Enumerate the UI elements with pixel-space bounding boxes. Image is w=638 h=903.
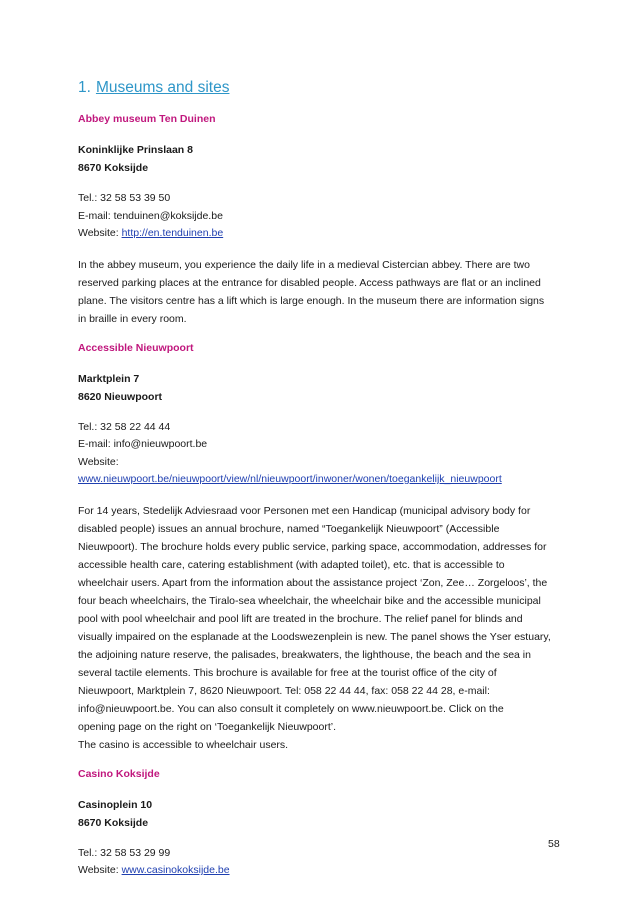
text-line: Nieuwpoort). The brochure holds every public service, parking space, accommodation, addresses for <box>78 540 547 553</box>
text-line: the adjoining nature reserve, the palisades, breakwaters, the lighthouse, the beach and the sea in <box>78 648 531 661</box>
address-line: Marktplein 7 <box>78 372 140 385</box>
text-line: In the abbey museum, you experience the daily life in a medieval Cistercian abbey. There are two <box>78 258 530 271</box>
email-line: E-mail: tenduinen@koksijde.be <box>78 209 223 222</box>
abbey-address <box>78 141 568 177</box>
casino-website-link[interactable]: www.casinokoksijde.be <box>121 864 230 876</box>
address-line: 8670 Koksijde <box>78 816 149 829</box>
text-line: visually impaired on the esplanade at the Loodswezenplein is new. The panel shows the Yser estuary, <box>78 630 551 643</box>
website-label: Website: <box>78 455 119 468</box>
website-label: Website: <box>78 864 122 876</box>
website-label: Website: <box>78 227 122 239</box>
address-line: Casinoplein 10 <box>78 798 153 811</box>
page-content <box>78 78 568 893</box>
text-line: plane. The visitors centre has a lift which is large enough. In the museum there are information signs <box>78 294 545 307</box>
nieuwpoort-address <box>78 370 568 406</box>
nieuwpoort-contact <box>78 419 568 489</box>
nieuwpoort-description <box>78 502 568 754</box>
abbey-description <box>78 256 568 328</box>
tel-line: Tel.: 32 58 22 44 44 <box>78 420 171 433</box>
text-line: opening page on the right on ‘Toegankelijk Nieuwpoort’. <box>78 720 337 733</box>
nieuwpoort-title: Accessible Nieuwpoort <box>78 341 194 354</box>
address-line: 8620 Nieuwpoort <box>78 390 163 403</box>
text-line: four beach wheelchairs, the Tiralo-sea wheelchair, the wheelchair bike and the accessible municipal <box>78 594 541 607</box>
nieuwpoort-website-link[interactable]: www.nieuwpoort.be/nieuwpoort/view/nl/nieuwpoort/inwoner/wonen/toegankelijk_nieuwpoort <box>78 473 502 485</box>
text-line: reserved parking places at the entrance for disabled people. Access pathways are flat or an inclined <box>78 276 541 289</box>
text-line: disabled people) issues an annual brochure, named “Toegankelijk Nieuwpoort” (Accessible <box>78 522 500 535</box>
heading-title: Museums and sites <box>95 79 230 96</box>
text-line: Nieuwpoort, Marktplein 7, 8620 Nieuwpoort. Tel: 058 22 44 44, fax: 058 22 44 28, e-mail: <box>78 684 490 697</box>
text-line: pool with pool wheelchair and pool lift are treated in the brochure. The relief panel for blinds and <box>78 612 523 625</box>
heading-number: 1. <box>78 79 91 96</box>
text-line: in braille in every room. <box>78 312 187 325</box>
text-line: info@nieuwpoort.be. You can also consult it completely on www.nieuwpoort.be. Click on the <box>78 702 504 715</box>
text-line: accessible health care, catering establishment (with adapted toilet), etc. that is accessible to <box>78 558 505 571</box>
casino-address <box>78 796 568 832</box>
address-line: 8670 Koksijde <box>78 162 149 174</box>
text-line: For 14 years, Stedelijk Adviesraad voor Personen met een Handicap (municipal advisory body for <box>78 504 531 517</box>
address-line: Koninklijke Prinslaan 8 <box>78 144 193 156</box>
email-line: E-mail: info@nieuwpoort.be <box>78 438 208 450</box>
tel-line: Tel.: 32 58 53 39 50 <box>78 192 171 204</box>
abbey-title: Abbey museum Ten Duinen <box>78 113 216 125</box>
website-line <box>78 225 568 243</box>
abbey-website-link[interactable]: http://en.tenduinen.be <box>121 227 224 239</box>
text-line: wheelchair users. Apart from the information about the assistance project ‘Zon, Zee… Zorgeloos’, the <box>78 576 548 589</box>
page-number: 58 <box>548 838 560 850</box>
tel-line: Tel.: 32 58 53 29 99 <box>78 846 171 859</box>
casino-title: Casino Koksijde <box>78 767 160 780</box>
section-heading <box>78 78 568 98</box>
website-line <box>78 471 568 489</box>
abbey-contact <box>78 190 568 243</box>
text-line: The casino is accessible to wheelchair users. <box>78 738 289 751</box>
casino-contact <box>78 845 568 880</box>
website-line <box>78 862 568 880</box>
text-line: several tactile elements. This brochure is available for free at the tourist office of the city of <box>78 666 497 679</box>
